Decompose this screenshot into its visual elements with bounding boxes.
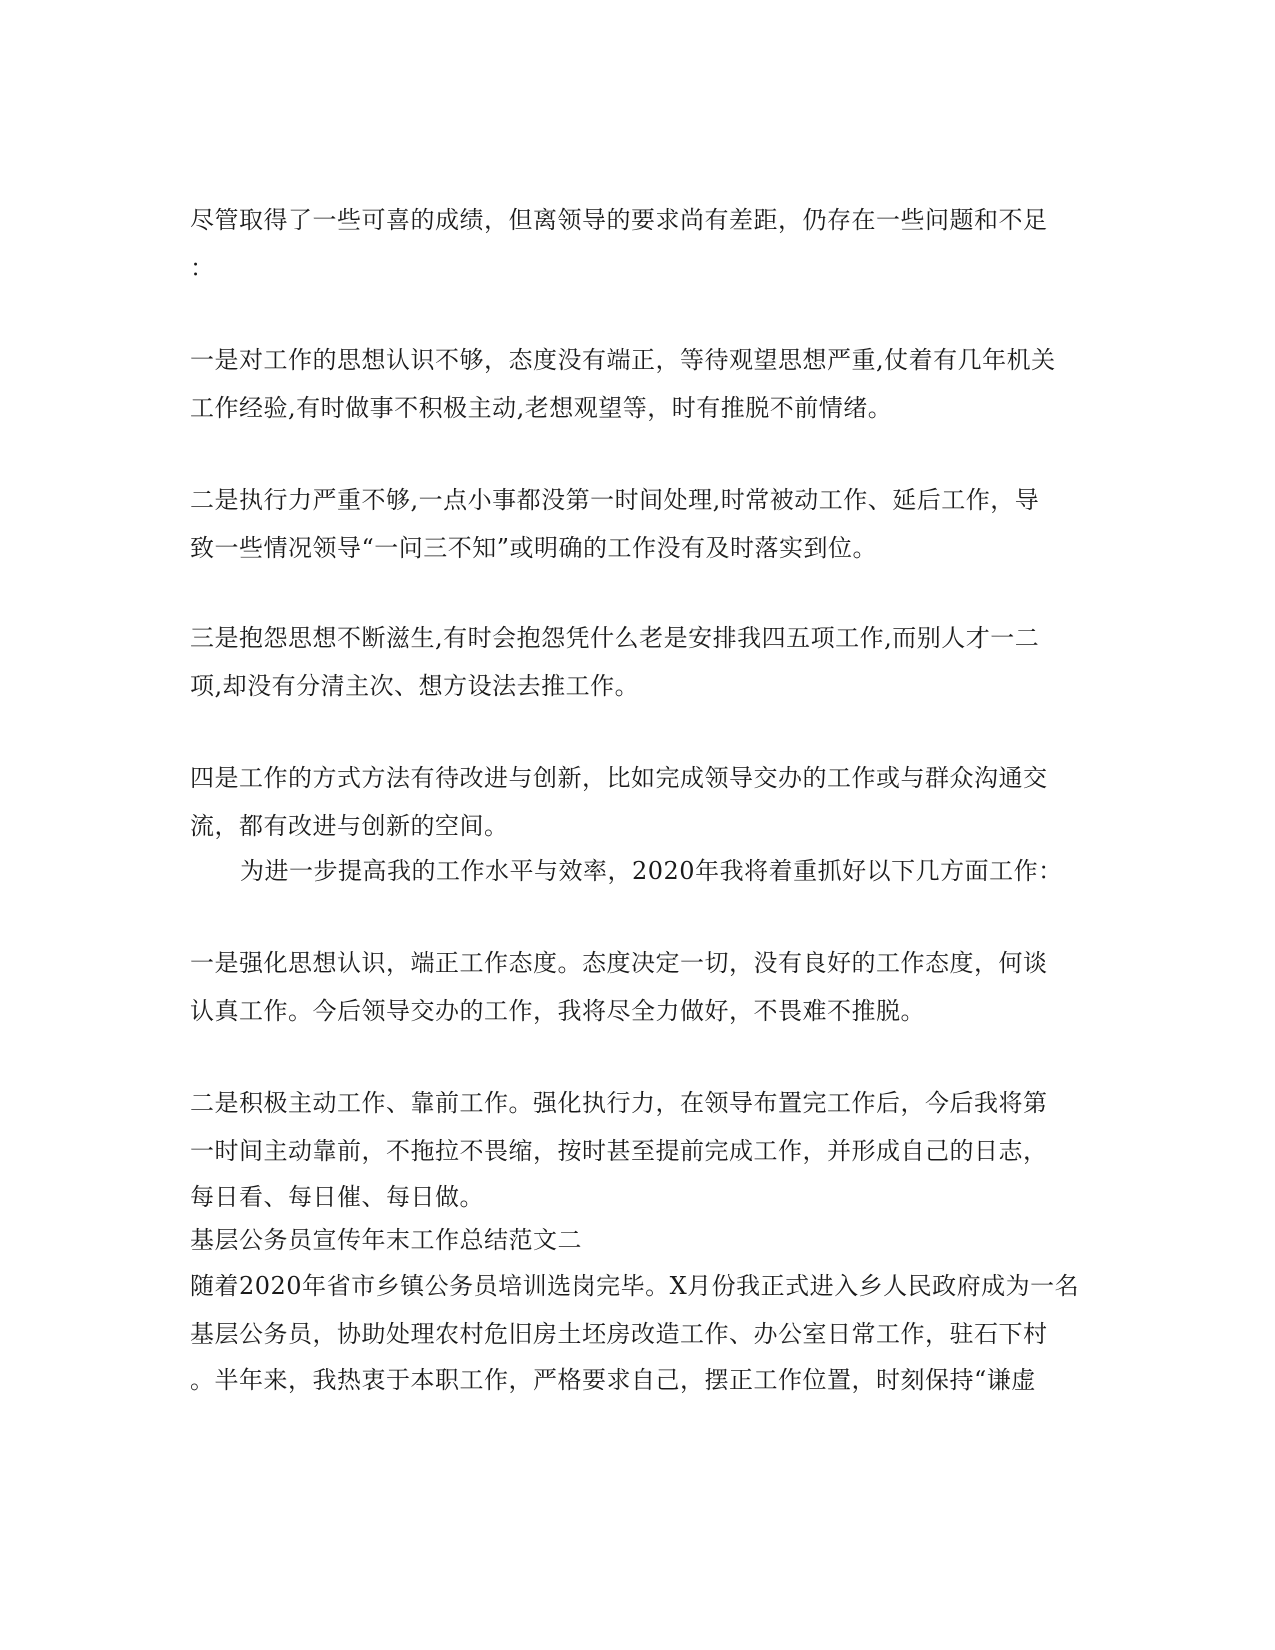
text-line: 三是抱怨思想不断滋生,有时会抱怨凭什么老是安排我四五项工作,而别人才一二 — [190, 624, 1040, 652]
text-line: 尽管取得了一些可喜的成绩，但离领导的要求尚有差距，仍存在一些问题和不足 — [190, 206, 1048, 234]
text-line: 。半年来，我热衷于本职工作，严格要求自己，摆正工作位置，时刻保持“谦虚 — [190, 1366, 1036, 1394]
text-line: 致一些情况领导“一问三不知”或明确的工作没有及时落实到位。 — [190, 534, 878, 562]
text-line: 一是对工作的思想认识不够，态度没有端正，等待观望思想严重,仗着有几年机关 — [190, 346, 1056, 374]
text-line: 流，都有改进与创新的空间。 — [190, 812, 509, 840]
text-line: 基层公务员，协助处理农村危旧房土坯房改造工作、办公室日常工作，驻石下村 — [190, 1320, 1048, 1348]
text-line: 一是强化思想认识，端正工作态度。态度决定一切，没有良好的工作态度，何谈 — [190, 949, 1048, 977]
text-line: 工作经验,有时做事不积极主动,老想观望等，时有推脱不前情绪。 — [190, 394, 893, 422]
text-line: 四是工作的方式方法有待改进与创新，比如完成领导交办的工作或与群众沟通交 — [190, 764, 1048, 792]
text-line: 认真工作。今后领导交办的工作，我将尽全力做好，不畏难不推脱。 — [190, 997, 925, 1025]
text-line: 二是积极主动工作、靠前工作。强化执行力，在领导布置完工作后，今后我将第 — [190, 1089, 1048, 1117]
text-line: 为进一步提高我的工作水平与效率，2020年我将着重抓好以下几方面工作： — [240, 857, 1063, 885]
text-line: 一时间主动靠前，不拖拉不畏缩，按时甚至提前完成工作，并形成自己的日志， — [190, 1137, 1048, 1165]
text-line: 项,却没有分清主次、想方设法去推工作。 — [190, 672, 640, 700]
text-line: ： — [190, 254, 215, 282]
section-heading: 基层公务员宣传年末工作总结范文二 — [190, 1226, 582, 1254]
text-line: 二是执行力严重不够,一点小事都没第一时间处理,时常被动工作、延后工作，导 — [190, 486, 1040, 514]
text-line: 每日看、每日催、每日做。 — [190, 1183, 484, 1211]
text-line: 随着2020年省市乡镇公务员培训选岗完毕。X月份我正式进入乡人民政府成为一名 — [190, 1272, 1080, 1300]
